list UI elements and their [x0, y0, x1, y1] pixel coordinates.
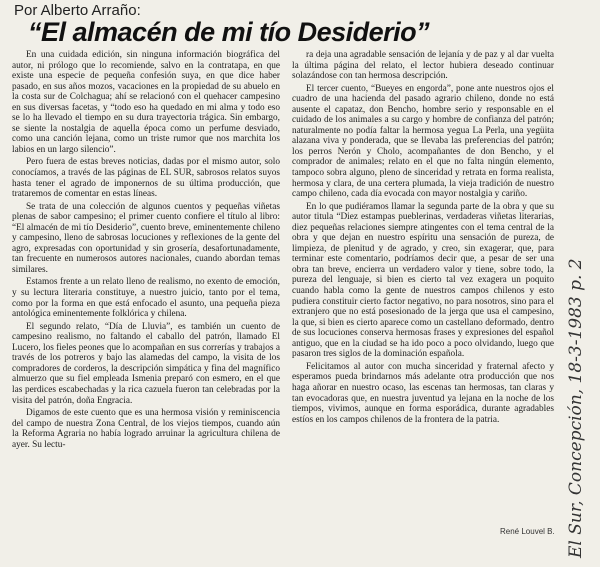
author-signature: René Louvel B.: [500, 527, 555, 536]
paragraph: Digamos de este cuento que es una hermosa visión y reminiscencia del campo de nuestra Zona Central, de los viejos tiempos, cuando aún la Reforma Agraria no había logrado arruinar la agricultura chilena de ayer. Su lectu-: [12, 408, 280, 450]
paragraph: En lo que pudiéramos llamar la segunda parte de la obra y que su autor titula “Diez estampas pueblerinas, verdaderas viñetas literarias, diez pequeñas relaciones siempre atingentes con el tema central de la obra y que dejan en nuestro espíritu una sensación de pureza, de limpieza, de plenitud y de agrado, y creo, sin exagerar, que, para terminar este comentario, podríamos decir que, a pesar de ser una obra tan breve, encierra un verdadero valor y tiene, sobre todo, la pureza del lenguaje, si bien es cierto tal vez exagera un poquito cuando habla como la gente de nuestros campos chilenos y esto pudiera constituir cierto factor negativo, no para nosotros, sino para el extranjero que no está posesionado de la jerga que usa el campesino, la que, si bien es cierto aparece como un castellano deformado, dentro de sus locuciones conserva hermosas frases y expresiones del español antiguo, que en la ciudad se ha ido poco a poco olvidando, luego que pasaron tres siglos de la dominación española.: [292, 201, 554, 360]
paragraph: En una cuidada edición, sin ninguna información biográfica del autor, ni prólogo que lo recomiende, salvo en la contratapa, en que existe una especie de pequeña confesión suya, en que dice haber pasado, en sus años mozos, vacaciones en la propiedad de su abuelo en la costa sur de Colchagua; ahí se relacionó con el quehacer campesino en sus diversas facetas, y “todo eso ha quedado en mi alma y todo eso se lo ha llevado el tiempo en su dura trayectoria trágica. Sin embargo, se siente la nostalgia de aquella época como un perfume desviado, como una canción lejana, como un triste rumor que nos marchita los labios en un largo silencio”.: [12, 50, 280, 155]
paragraph: Felicitamos al autor con mucha sinceridad y fraternal afecto y esperamos pueda brindarnos más adelante otra producción que nos haga añorar en nuestro ocaso, las escenas tan hermosas, tan claras y tan evocadoras que, en nuestra juventud ya lejana en la noche de los tiempos, vivimos, aunque en forma esporádica, durante agradables estíos en los campos chilenos de la frontera de la patria.: [292, 361, 554, 425]
handwritten-source-note: El Sur, Concepción, 18-3-1983 p. 2: [566, 258, 586, 558]
paragraph: El segundo relato, “Día de Lluvia”, es también un cuento de campesino realismo, no faltando el caballo del patrón, llamado El Lucero, los fieles peones que lo acompañan en sus correrías y trabajos a través de los potreros y bajo las alamedas del campo, la visita de los compradores de corderos, la descripción simpática y fina del magnífico almuerzo que su fiel empleada Ismenia preparó con esmero, en el que las perdices escabechadas y la rica cazuela fueron tan celebradas por la visita del patrón, doña Engracia.: [12, 321, 280, 406]
paragraph: Pero fuera de estas breves noticias, dadas por el mismo autor, solo conocíamos, a través de las páginas de EL SUR, sabrosos relatos suyos hasta tener el agrado de imponernos de su última producción, que trataremos de comentar en estas líneas.: [12, 157, 280, 200]
paragraph: Se trata de una colección de algunos cuentos y pequeñas viñetas plenas de sabor campesino; el primer cuento confiere el título al libro: “El almacén de mi tío Desiderio”, cuento breve, eminentemente chileno y campesino, lleno de sabrosas locuciones y reflexiones de la gente del agro, expresadas con oportunidad y sin grosería, desafortunadamente, tan frecuente en numerosos autores nacionales, cuando abordan temas similares.: [12, 201, 280, 275]
text-column-left: [12, 50, 280, 452]
paragraph: ra deja una agradable sensación de lejanía y de paz y al dar vuelta la última página del relato, el lector hubiera deseado continuar solazándose con tan hermosa descripción.: [292, 50, 554, 82]
article-title: “El almacén de mi tío Desiderio”: [28, 17, 430, 47]
paragraph: El tercer cuento, “Bueyes en engorda”, pone ante nuestros ojos el cuadro de una hacienda del pasado agrario chileno, donde no está ausente el capataz, don Bencho, hombre serio y responsable en el cuidado de los animales a su cargo y hombre de confianza del patrón; naturalmente no podía faltar la hermosa yegua La Perla, una yegüita alazana viva y ponderada, que se llevaba las preferencias del patrón; los perros Nerón y Cholo, acompañantes de don Bencho, y el comprador de animales; relato en el que no falta ningún elemento, tampoco sobra alguno, pleno de sinceridad y retrata en forma realista, hermosa y clara, de una certera plumada, la vieja tradición de nuestro campo chileno, cada día evocada con mayor nostalgia y cariño.: [292, 83, 554, 200]
byline: Por Alberto Arraño:: [14, 2, 141, 19]
paragraph: Estamos frente a un relato lleno de realismo, no exento de emoción, y su lectura literaria constituye, a nuestro juicio, tanto por el tema, como por la forma en que está enfocado el asunto, una pequeña pieza antológica eminentemente folklórica y chilena.: [12, 277, 280, 320]
text-column-right: [292, 50, 554, 427]
